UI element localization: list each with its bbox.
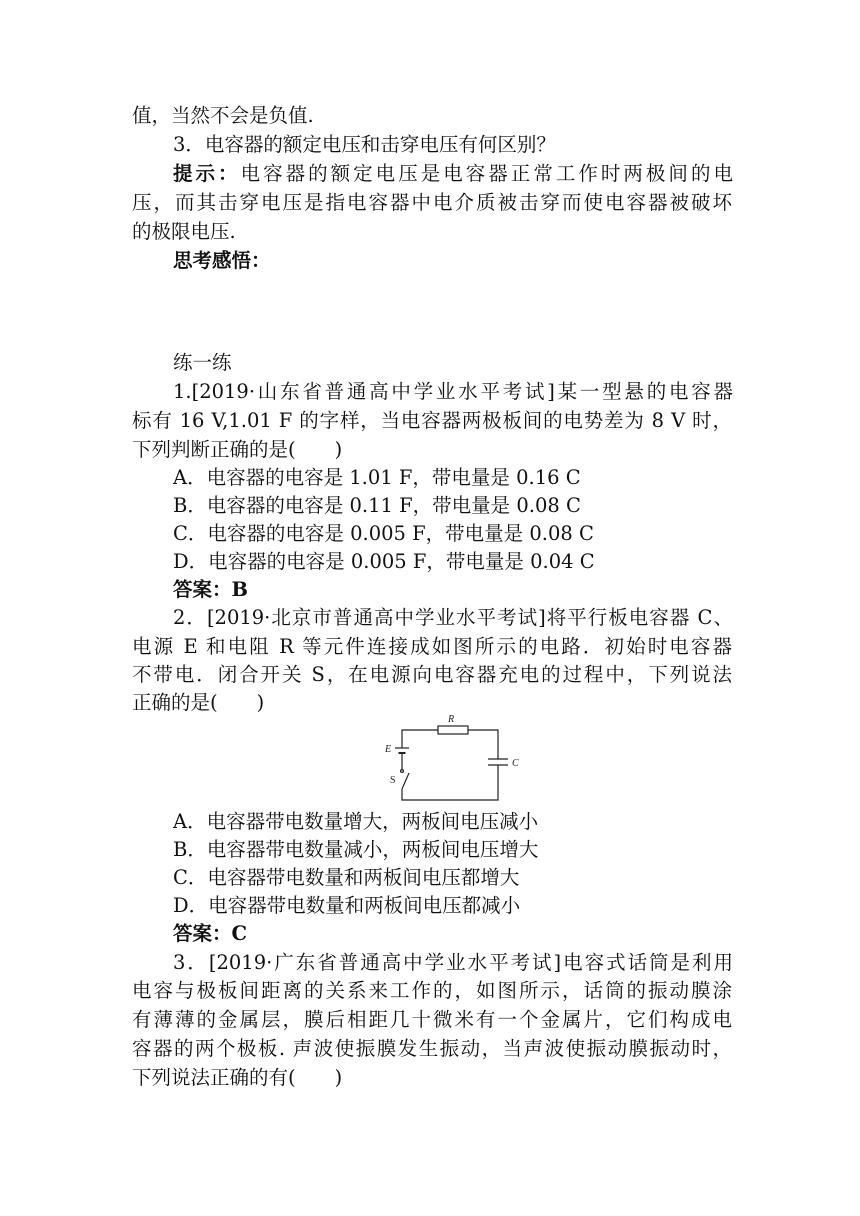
resistor-symbol xyxy=(438,726,468,734)
wire xyxy=(402,765,498,800)
hint-line: 的极限电压. xyxy=(132,220,236,243)
problem-3-stem: 下列说法正确的有( ) xyxy=(132,1066,343,1089)
problem-2-stem: 正确的是( ) xyxy=(132,691,265,714)
problem-2-option-d: D．电容器带电数量和两板间电压都减小 xyxy=(173,894,521,917)
problem-1-stem: 1.[2019·山东省普通高中学业水平考试]某一型悬的电容器 xyxy=(173,380,733,403)
hint-text: 电容器的额定电压是电容器正常工作时两极间的电 xyxy=(240,162,733,185)
hint-line xyxy=(173,160,733,188)
label-s: S xyxy=(390,775,396,786)
problem-3-stem: 有薄薄的金属层，膜后相距几十微米有一个金属片，它们构成电 xyxy=(132,1008,732,1031)
problem-3-stem: 容器的两个极板. 声波使振膜发生振动，当声波使振动膜振动时， xyxy=(132,1037,732,1060)
question-3-title: 3．电容器的额定电压和击穿电压有何区别？ xyxy=(173,133,556,156)
problem-2-option-c: C．电容器带电数量和两板间电压都增大 xyxy=(173,866,520,889)
wire xyxy=(468,730,498,759)
switch-contact xyxy=(401,770,404,773)
label-c: C xyxy=(512,758,519,769)
problem-2-stem: 2．[2019·北京市普通高中学业水平考试]将平行板电容器 C、 xyxy=(173,606,733,629)
problem-1-option-c: C．电容器的电容是 0.005 F，带电量是 0.08 C xyxy=(173,522,594,545)
switch-lever xyxy=(402,773,409,789)
problem-1-option-a: A．电容器的电容是 1.01 F，带电量是 0.16 C xyxy=(173,466,581,489)
practice-heading: 练一练 xyxy=(173,351,232,374)
problem-1-option-d: D．电容器的电容是 0.005 F，带电量是 0.04 C xyxy=(173,550,595,573)
wire xyxy=(402,730,438,748)
circuit-diagram xyxy=(372,707,528,807)
problem-2-stem: 电源 E 和电阻 R 等元件连接成如图所示的电路．初始时电容器 xyxy=(132,635,732,658)
problem-1-stem: 标有 16 V,1.01 F 的字样，当电容器两极板间的电势差为 8 V 时， xyxy=(132,409,732,432)
hint-label: 提示： xyxy=(173,162,241,185)
problem-3-stem: 3．[2019·广东省普通高中学业水平考试]电容式话筒是利用 xyxy=(173,951,733,974)
problem-2-answer: 答案：C xyxy=(173,922,248,945)
problem-2-option-b: B．电容器带电数量减小，两板间电压增大 xyxy=(173,838,539,861)
problem-3-stem: 电容与极板间距离的关系来工作的，如图所示，话筒的振动膜涂 xyxy=(132,979,732,1002)
label-r: R xyxy=(448,714,455,725)
problem-2-option-a: A．电容器带电数量增大，两板间电压减小 xyxy=(173,810,539,833)
label-e: E xyxy=(385,744,392,755)
problem-1-option-b: B．电容器的电容是 0.11 F，带电量是 0.08 C xyxy=(173,494,581,517)
problem-1-answer: 答案：B xyxy=(173,578,248,601)
text-line: 值，当然不会是负值. xyxy=(132,104,314,127)
problem-2-stem: 不带电．闭合开关 S，在电源向电容器充电的过程中，下列说法 xyxy=(132,663,732,686)
hint-line: 压，而其击穿电压是指电容器中电介质被击穿而使电容器被破坏 xyxy=(132,191,732,214)
reflection-label: 思考感悟： xyxy=(173,249,271,272)
problem-1-stem: 下列判断正确的是( ) xyxy=(132,438,343,461)
